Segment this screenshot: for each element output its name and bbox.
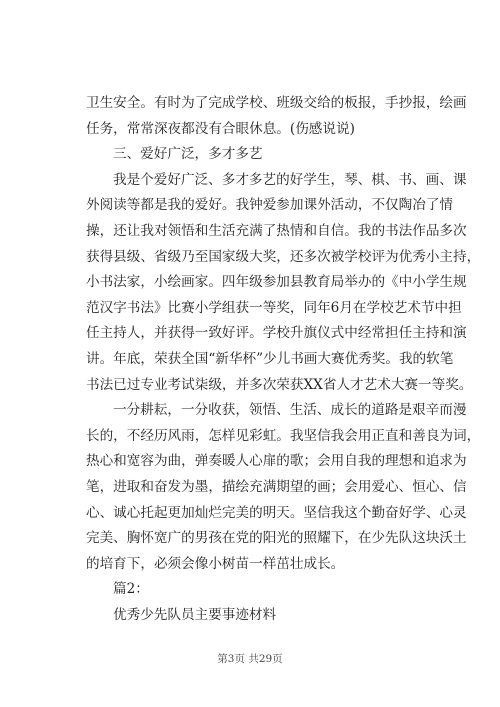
page-footer: 第3页 共29页 [217,653,283,665]
paragraph-line: 笔，进取和奋发为墨，描绘充满期望的画；会用爱心、恒心、信 [86,478,467,495]
paragraph-line: 我是个爱好广泛、多才多艺的好学生，琴、棋、书、画、课 [113,171,467,188]
paragraph-line: 任务，常常深夜都没有合眼休息。(伤感说说) [86,120,355,137]
paragraph-line: 一分耕耘，一分收获，领悟、生活、成长的道路是艰辛而漫 [113,402,467,419]
paragraph-line: 长的，不经历风雨，怎样见彩虹。我坚信我会用正直和善良为词， [86,427,481,444]
paragraph-line: 获得县级、省级乃至国家级大奖，还多次被学校评为优秀小主持， [86,248,481,265]
document-title: 优秀少先队员主要事迹材料 [113,606,277,623]
paragraph-line: 讲。年底，荣获全国“新华杯”少儿书画大赛优秀奖。我的软笔 [86,350,454,367]
paragraph-line: 书法已过专业考试柒级，并多次荣获XX省人才艺术大赛一等奖。 [86,376,473,393]
paragraph-line: 外阅读等都是我的爱好。我钟爱参加课外活动，不仅陶冶了情 [86,197,454,214]
section-label: 篇2： [113,581,149,598]
paragraph-line: 心、诚心托起更加灿烂完美的明天。坚信我这个勤奋好学、心灵 [86,504,467,521]
paragraph-line: 完美、胸怀宽广的男孩在党的阳光的照耀下，在少先队这块沃土 [86,530,467,547]
paragraph-line: 小书法家，小绘画家。四年级参加县教育局举办的《中小学生规 [86,274,467,291]
document-body [86,91,481,628]
section-heading: 三、爱好广泛，多才多艺 [113,146,263,163]
paragraph-line: 热心和宽容为曲，弹奏暖人心扉的歌；会用自我的理想和追求为 [86,453,467,470]
paragraph-line: 的培育下，必须会像小树苗一样茁壮成长。 [86,555,345,572]
paragraph-line: 任主持人，并获得一致好评。学校升旗仪式中经常担任主持和演 [86,325,467,342]
paragraph-line: 卫生安全。有时为了完成学校、班级交给的板报，手抄报，绘画 [86,95,467,111]
paragraph-line: 操，还让我对领悟和生活充满了热情和自信。我的书法作品多次 [86,222,467,239]
paragraph-line: 范汉字书法》比赛小学组获一等奖，同年6月在学校艺术节中担 [86,299,462,316]
